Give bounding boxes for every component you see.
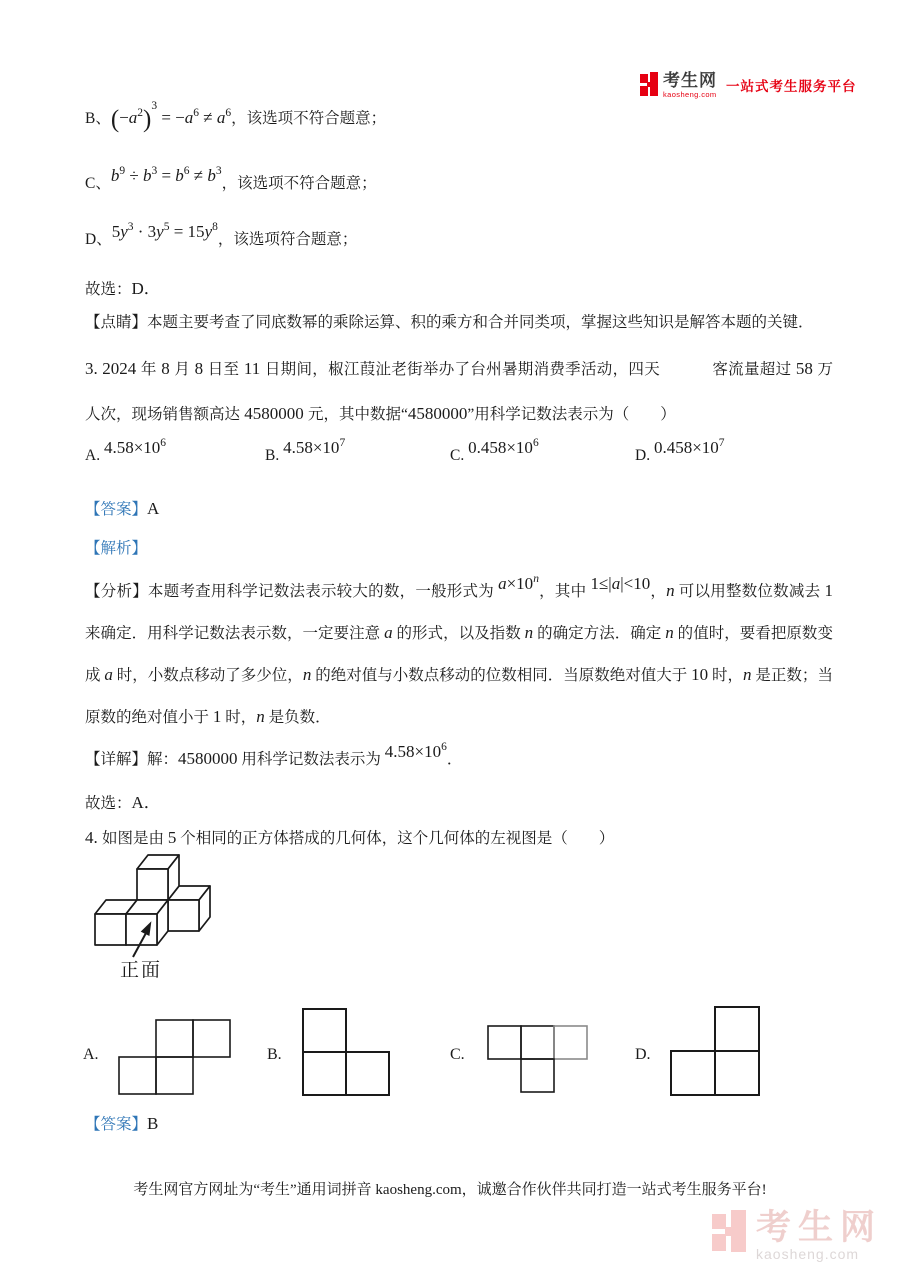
q4-choice-c-label: C. (450, 1046, 465, 1063)
answer-choose-a: 故选：A． (85, 793, 161, 812)
watermark-domain: kaosheng.com (756, 1246, 860, 1262)
answer-label-q4: 【答案】B (85, 1114, 159, 1133)
answer-label-q3: 【答案】A (85, 499, 160, 518)
solution-line-option-c: C、$b^9 \div b^3 = b^6 \ne b^3$，该选项不符合题意； (85, 165, 377, 192)
q4-choice-d-label: D. (635, 1046, 651, 1063)
q4-choice-a-label: A. (83, 1046, 99, 1063)
solution-line-option-b: B、$(-a^2)^3 = -a^6 \ne a^6$，该选项不符合题意； (85, 100, 387, 133)
header-tagline: 一站式考生服务平台 (726, 79, 857, 94)
q3-choice-a: A. $4.58\times 10^6$ (85, 437, 167, 464)
kaosheng-logo-icon (640, 72, 659, 98)
brand-name: 考生网 (663, 70, 717, 90)
kaosheng-watermark (712, 1210, 882, 1261)
question-3-choices-row (85, 437, 833, 474)
answer-choose-d: 故选：D． (85, 279, 161, 298)
q4-choice-b-shape (302, 1008, 392, 1098)
logo-text (663, 72, 717, 99)
q4-choice-b-label: B. (267, 1046, 282, 1063)
watermark-brand: 考生网 (756, 1208, 883, 1247)
q4-choice-d-shape (670, 1006, 762, 1098)
watermark-text (756, 1210, 882, 1261)
watermark-logo-icon (712, 1210, 746, 1256)
header-logo (640, 68, 857, 102)
q4-choice-a-shape (118, 1019, 232, 1097)
question-4-text: 4. 如图是由 5 个相同的正方体搭成的几何体，这个几何体的左视图是（ ） (85, 828, 615, 847)
analysis-text: 【分析】本题考查用科学记数法表示较大的数，一般形式为 $a\times 10^n$，其中 1≤|a|<10，n 可以用整数位数减去 1 来确定．用科学记数法表示数，一定要注意 a 的形式，以及指数 n 的确定方法．确定 n 的值时，要看把原数变成 a 时，小数点移动了多少位，n 的绝对值与小数点移动的位数相同．当原数绝对值大于 10 时，n 是正数；当原数的绝对值小于 1 时，n 是负数． (85, 573, 833, 726)
brand-domain: kaosheng.com (663, 89, 717, 99)
detailed-solution-text: 【详解】解：4580000 用科学记数法表示为 $4.58\times 10^6$． (85, 741, 463, 768)
question-3-text: 3. 2024 年 8 月 8 日至 11 日期间，椒江葭沚老街举办了台州暑期消费季活动，四天 客流量超过 58 万人次，现场销售额高达 4580000 元，其中数据“4580000”用科学记数法表示为（ ） (85, 359, 834, 423)
q3-choice-c: C. $0.458\times 10^6$ (450, 437, 539, 464)
solution-line-option-d: D、$5y^3 \cdot 3y^5 = 15y^8$，该选项符合题意； (85, 221, 358, 248)
q3-choice-d: D. $0.458\times 10^7$ (635, 437, 725, 464)
front-face-label: 正面 (120, 960, 163, 981)
footer-text: 考生网官方网址为“考生”通用词拼音 kaosheng.com，诚邀合作伙伴共同打造一站式考生服务平台! (133, 1182, 767, 1198)
remark-dianjing: 【点睛】本题主要考查了同底数幂的乘除运算、积的乘方和合并同类项，掌握这些知识是解答本题的关键． (85, 314, 814, 331)
q3-choice-b: B. $4.58\times 10^7$ (265, 437, 346, 464)
analysis-label: 【解析】 (85, 540, 148, 557)
cube-assembly-figure (85, 851, 220, 963)
q4-choice-c-shape (487, 1025, 589, 1094)
